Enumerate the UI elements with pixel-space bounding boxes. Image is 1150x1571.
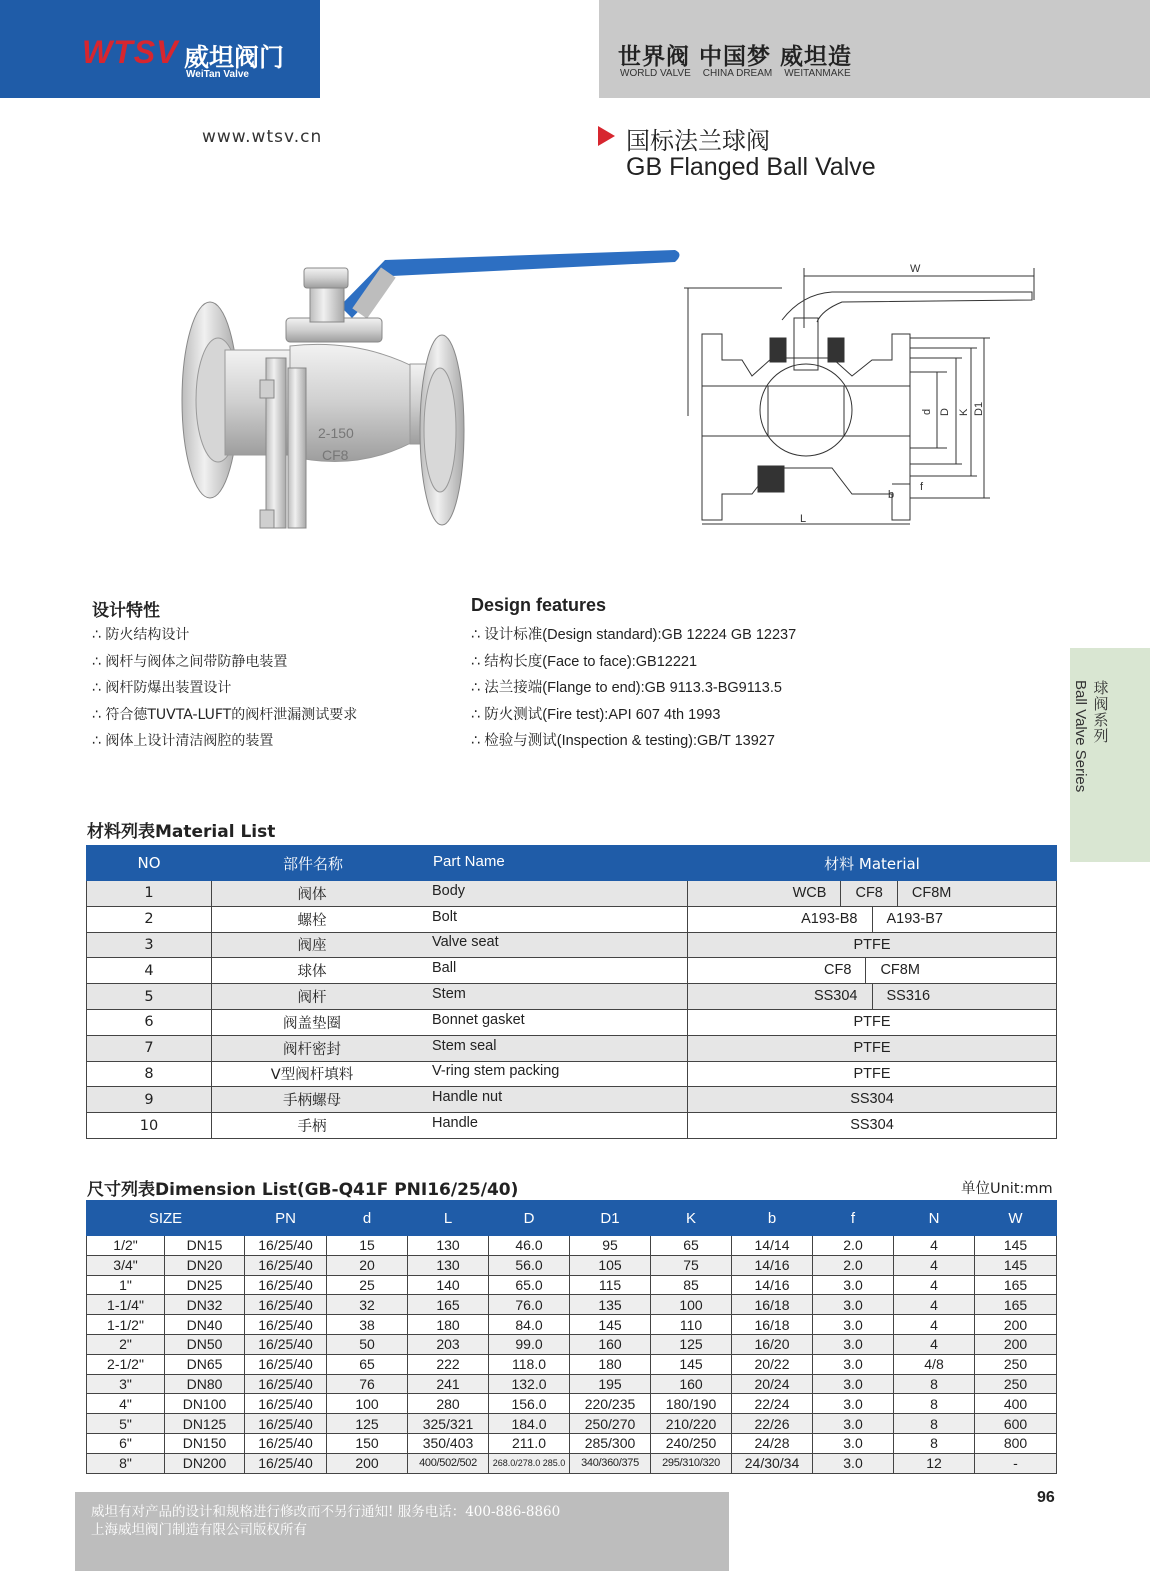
material-no: 8 [87, 1061, 212, 1087]
material-no: 1 [87, 881, 212, 907]
brand-name-cn: 威坦阀门 [184, 43, 285, 72]
dimension-cell: 22/24 [732, 1394, 813, 1414]
dimension-cell: 16/25/40 [245, 1275, 327, 1295]
material-value: PTFE [853, 936, 891, 953]
dimension-cell: 130 [408, 1255, 489, 1275]
material-row [87, 1113, 1057, 1139]
dim-label-w: W [910, 263, 921, 275]
dimension-cell: 8 [894, 1394, 975, 1414]
part-name-cn: V型阀杆填料 [270, 1067, 354, 1084]
series-side-tab-cn: 球阀系列 [1093, 679, 1109, 745]
material-row [87, 1035, 1057, 1061]
dimension-cell: 32 [327, 1295, 408, 1315]
material-values [688, 958, 1057, 984]
dim-label-k: K [958, 408, 970, 416]
material-value: SS304 [850, 1117, 894, 1134]
dimension-cell: 130 [408, 1236, 489, 1256]
dimension-cell: 38 [327, 1315, 408, 1335]
dimension-cell: 203 [408, 1334, 489, 1354]
material-row [87, 984, 1057, 1010]
dimension-cell: 20/22 [732, 1354, 813, 1374]
part-name-cn: 手柄 [297, 1119, 327, 1136]
dimension-cell: DN200 [165, 1453, 245, 1473]
material-values [688, 881, 1057, 907]
dimension-cell: 3.0 [813, 1414, 894, 1434]
feature-cn-item: ∴ 符合德TUVTA-LUFT的阀杆泄漏测试要求 [92, 704, 357, 731]
material-value: PTFE [853, 1013, 891, 1030]
dimension-cell: 3.0 [813, 1433, 894, 1453]
dimension-row [87, 1453, 1057, 1473]
dimension-cell: 165 [408, 1295, 489, 1315]
dimension-cell: DN15 [165, 1236, 245, 1256]
dimension-cell: 16/25/40 [245, 1295, 327, 1315]
dimension-cell: 76 [327, 1374, 408, 1394]
dimension-cell: 325/321 [408, 1414, 489, 1434]
dimension-cell: 3.0 [813, 1374, 894, 1394]
footer-notice: 威坦有对产品的设计和规格进行修改而不另行通知! 服务电话：400-886-8860 [91, 1504, 561, 1520]
dimension-cell: 295/310/320 [651, 1453, 732, 1473]
dimension-cell: 20 [327, 1255, 408, 1275]
dimension-row [87, 1394, 1057, 1414]
material-part [212, 984, 688, 1010]
dimension-cell: 65 [327, 1354, 408, 1374]
dimension-cell: - [975, 1453, 1057, 1473]
dim-label-l: L [800, 513, 807, 525]
material-part [212, 1113, 688, 1139]
material-value: CF8 [841, 881, 897, 906]
dimension-cell: 400/502/502 [408, 1453, 489, 1473]
feature-cn-item: ∴ 阀体上设计清洁阀腔的装置 [92, 730, 357, 757]
dimension-cell: 16/25/40 [245, 1414, 327, 1434]
valve-photo [170, 238, 690, 548]
part-name-en: Stem [432, 986, 466, 1003]
dim-col-header: L [408, 1201, 489, 1236]
part-name-en: Ball [432, 960, 457, 977]
dimension-cell: DN20 [165, 1255, 245, 1275]
material-row [87, 906, 1057, 932]
dim-label-b: b [888, 489, 895, 501]
dimension-cell: 16/25/40 [245, 1255, 327, 1275]
dimension-cell: 180 [570, 1354, 651, 1374]
dimension-cell: 165 [975, 1275, 1057, 1295]
features-heading-en: Design features [471, 595, 607, 615]
dimension-cell: 1-1/2" [87, 1315, 165, 1335]
part-name-en: Handle [432, 1115, 478, 1132]
dimension-cell: 12 [894, 1453, 975, 1473]
dimension-cell: 210/220 [651, 1414, 732, 1434]
dimension-cell: 4 [894, 1334, 975, 1354]
dimension-cell: 14/14 [732, 1236, 813, 1256]
material-no: 9 [87, 1087, 212, 1113]
dimension-cell: 400 [975, 1394, 1057, 1414]
dimension-table-header [87, 1201, 1057, 1236]
valve-section-drawing [682, 258, 1042, 538]
dim-col-header: f [813, 1201, 894, 1236]
dim-col-header: N [894, 1201, 975, 1236]
part-name-cn: 阀座 [297, 938, 327, 955]
material-no: 6 [87, 1009, 212, 1035]
dimension-cell: 1/2" [87, 1236, 165, 1256]
dimension-cell: 145 [651, 1354, 732, 1374]
part-name-en: Stem seal [432, 1037, 497, 1054]
material-part [212, 1087, 688, 1113]
dimension-cell: 2" [87, 1334, 165, 1354]
dimension-cell: 5" [87, 1414, 165, 1434]
dimension-cell: 16/25/40 [245, 1453, 327, 1473]
dimension-cell: 160 [570, 1334, 651, 1354]
slogan-en-1: WORLD VALVE [620, 68, 691, 79]
dimension-cell: 1-1/4" [87, 1295, 165, 1315]
dimension-cell: 15 [327, 1236, 408, 1256]
dimension-cell: 3.0 [813, 1334, 894, 1354]
part-name-cn: 手柄螺母 [283, 1093, 341, 1110]
dim-col-header: d [327, 1201, 408, 1236]
dimension-cell: 16/25/40 [245, 1374, 327, 1394]
dimension-cell: 100 [327, 1394, 408, 1414]
dimension-cell: 8 [894, 1414, 975, 1434]
dim-col-header: D [489, 1201, 570, 1236]
body-marking-size: 2-150 [318, 425, 354, 441]
dim-col-header: b [732, 1201, 813, 1236]
dimension-cell: 20/24 [732, 1374, 813, 1394]
dim-col-header: SIZE [87, 1201, 245, 1236]
dimension-cell: 145 [975, 1255, 1057, 1275]
feature-en-item: ∴ 防火测试(Fire test):API 607 4th 1993 [471, 703, 796, 730]
dimension-cell: 200 [975, 1334, 1057, 1354]
material-values [688, 1009, 1057, 1035]
dimension-cell: DN40 [165, 1315, 245, 1335]
dimension-cell: 3.0 [813, 1295, 894, 1315]
dimension-cell: DN25 [165, 1275, 245, 1295]
dimension-cell: 8" [87, 1453, 165, 1473]
material-value: PTFE [853, 1065, 891, 1082]
dimension-cell: 145 [975, 1236, 1057, 1256]
website-link[interactable]: www.wtsv.cn [202, 127, 323, 147]
dimension-cell: 16/25/40 [245, 1394, 327, 1414]
part-name-cn: 阀杆密封 [283, 1041, 341, 1058]
dimension-cell: 46.0 [489, 1236, 570, 1256]
dimension-cell: 3.0 [813, 1354, 894, 1374]
dimension-cell: 180 [408, 1315, 489, 1335]
dimension-cell: 135 [570, 1295, 651, 1315]
dimension-cell: 3.0 [813, 1275, 894, 1295]
dimension-cell: DN125 [165, 1414, 245, 1434]
material-values [688, 1087, 1057, 1113]
slogan-en-3: WEITANMAKE [784, 68, 851, 79]
body-marking-material: CF8 [322, 447, 349, 463]
dimension-cell: 115 [570, 1275, 651, 1295]
dimension-cell: 268.0/278.0 285.0 [489, 1453, 570, 1473]
dimension-cell: 250 [975, 1374, 1057, 1394]
product-title-cn: 国标法兰球阀 [626, 127, 770, 155]
dimension-cell: 16/20 [732, 1334, 813, 1354]
material-value: PTFE [853, 1039, 891, 1056]
dimension-cell: DN80 [165, 1374, 245, 1394]
material-values [688, 1035, 1057, 1061]
dimension-cell: 132.0 [489, 1374, 570, 1394]
dimension-row [87, 1275, 1057, 1295]
dimension-cell: 2-1/2" [87, 1354, 165, 1374]
dimension-cell: 65.0 [489, 1275, 570, 1295]
material-value: CF8M [880, 962, 920, 979]
dimension-cell: 22/26 [732, 1414, 813, 1434]
dimension-row [87, 1354, 1057, 1374]
product-title-en: GB Flanged Ball Valve [626, 153, 876, 181]
col-header-part-cn: 部件名称 [282, 854, 343, 873]
part-name-en: Valve seat [432, 934, 499, 951]
dim-col-header: W [975, 1201, 1057, 1236]
dimension-cell: 125 [651, 1334, 732, 1354]
features-list-cn [92, 624, 357, 757]
dimension-cell: DN32 [165, 1295, 245, 1315]
dimension-cell: 100 [651, 1295, 732, 1315]
dimension-cell: 84.0 [489, 1315, 570, 1335]
dimension-cell: 24/30/34 [732, 1453, 813, 1473]
brand-name-en: WeiTan Valve [186, 69, 249, 80]
dimension-cell: 16/25/40 [245, 1433, 327, 1453]
feature-en-item: ∴ 法兰接端(Flange to end):GB 9113.3-BG9113.5 [471, 676, 796, 703]
dimension-cell: 165 [975, 1295, 1057, 1315]
dimension-cell: DN150 [165, 1433, 245, 1453]
dimension-cell: 211.0 [489, 1433, 570, 1453]
dimension-cell: 16/25/40 [245, 1315, 327, 1335]
dimension-cell: 4" [87, 1394, 165, 1414]
dim-col-header: PN [245, 1201, 327, 1236]
material-row [87, 881, 1057, 907]
dimension-cell: 110 [651, 1315, 732, 1335]
dimension-cell: 250 [975, 1354, 1057, 1374]
dimension-cell: 16/25/40 [245, 1354, 327, 1374]
dimension-cell: 16/18 [732, 1295, 813, 1315]
material-value: WCB [779, 881, 842, 906]
dimension-row [87, 1414, 1057, 1434]
material-row [87, 1061, 1057, 1087]
dimension-cell: 285/300 [570, 1433, 651, 1453]
dimension-cell: 2.0 [813, 1255, 894, 1275]
material-table [86, 845, 1057, 1139]
dimension-cell: 600 [975, 1414, 1057, 1434]
dimension-cell: 6" [87, 1433, 165, 1453]
material-no: 4 [87, 958, 212, 984]
feature-cn-item: ∴ 阀杆防爆出装置设计 [92, 677, 357, 704]
dim-label-f: f [920, 481, 924, 493]
dimension-row [87, 1334, 1057, 1354]
part-name-en: Body [432, 882, 466, 899]
dimension-row [87, 1433, 1057, 1453]
part-name-cn: 球体 [297, 964, 327, 981]
feature-en-item: ∴ 结构长度(Face to face):GB12221 [471, 650, 796, 677]
dimension-cell: 3.0 [813, 1315, 894, 1335]
material-no: 10 [87, 1113, 212, 1139]
material-row [87, 958, 1057, 984]
dimension-cell: 25 [327, 1275, 408, 1295]
dim-col-header: D1 [570, 1201, 651, 1236]
dimension-cell: 222 [408, 1354, 489, 1374]
dim-label-d1: D1 [973, 401, 985, 416]
series-side-tab-en: Ball Valve Series [1072, 680, 1089, 793]
dimension-unit: 单位Unit:mm [961, 1181, 1053, 1197]
material-no: 2 [87, 906, 212, 932]
dimension-cell: 76.0 [489, 1295, 570, 1315]
material-value: A193-B8 [787, 907, 872, 932]
col-header-part [212, 846, 688, 881]
dimension-cell: 4 [894, 1295, 975, 1315]
material-values [688, 906, 1057, 932]
dimension-cell: 85 [651, 1275, 732, 1295]
slogan-en-2: CHINA DREAM [702, 68, 773, 79]
dimension-cell: 220/235 [570, 1394, 651, 1414]
dimension-cell: 250/270 [570, 1414, 651, 1434]
material-no: 3 [87, 932, 212, 958]
dimension-row [87, 1255, 1057, 1275]
part-name-cn: 螺栓 [297, 912, 327, 929]
dimension-cell: 280 [408, 1394, 489, 1414]
material-part [212, 1061, 688, 1087]
features-heading-cn: 设计特性 [92, 601, 160, 621]
dimension-cell: 4 [894, 1236, 975, 1256]
dimension-row [87, 1236, 1057, 1256]
material-part [212, 1009, 688, 1035]
dimension-cell: 195 [570, 1374, 651, 1394]
material-values [688, 932, 1057, 958]
dimension-cell: 14/16 [732, 1275, 813, 1295]
dimension-cell: 8 [894, 1374, 975, 1394]
part-name-cn: 阀杆 [297, 990, 327, 1007]
feature-en-item: ∴ 设计标准(Design standard):GB 12224 GB 12237 [471, 623, 796, 650]
dim-col-header: K [651, 1201, 732, 1236]
dimension-cell: 184.0 [489, 1414, 570, 1434]
material-value: CF8M [911, 885, 952, 901]
col-header-no: NO [87, 846, 212, 881]
dimension-cell: 4 [894, 1315, 975, 1335]
dimension-cell: 14/16 [732, 1255, 813, 1275]
dimension-cell: 340/360/375 [570, 1453, 651, 1473]
dimension-cell: 350/403 [408, 1433, 489, 1453]
dimension-cell: 75 [651, 1255, 732, 1275]
dimension-cell: 24/28 [732, 1433, 813, 1453]
material-part [212, 1035, 688, 1061]
dimension-cell: 16/18 [732, 1315, 813, 1335]
dimension-cell: 200 [975, 1315, 1057, 1335]
dimension-cell: 1" [87, 1275, 165, 1295]
dimension-list-title: 尺寸列表Dimension List(GB-Q41F PNI16/25/40) [87, 1180, 519, 1200]
page-number: 96 [1037, 1489, 1055, 1506]
dimension-cell: 4 [894, 1275, 975, 1295]
dimension-cell: 3.0 [813, 1453, 894, 1473]
dimension-cell: 3/4" [87, 1255, 165, 1275]
material-no: 5 [87, 984, 212, 1010]
material-row [87, 1009, 1057, 1035]
material-part [212, 958, 688, 984]
feature-cn-item: ∴ 阀杆与阀体之间带防静电装置 [92, 651, 357, 678]
dimension-cell: 125 [327, 1414, 408, 1434]
material-part [212, 906, 688, 932]
footer-copyright: 上海威坦阀门制造有限公司版权所有 [91, 1522, 307, 1538]
part-name-en: Bolt [432, 908, 457, 925]
dimension-row [87, 1374, 1057, 1394]
dimension-cell: DN50 [165, 1334, 245, 1354]
title-arrow-icon [598, 126, 615, 146]
dimension-cell: 240/250 [651, 1433, 732, 1453]
material-list-title: 材料列表Material List [87, 822, 276, 842]
part-name-en: Handle nut [432, 1089, 503, 1106]
dim-label-big-d: D [939, 408, 951, 416]
dimension-cell: 180/190 [651, 1394, 732, 1414]
dimension-cell: 2.0 [813, 1236, 894, 1256]
dimension-cell: 99.0 [489, 1334, 570, 1354]
dimension-cell: 118.0 [489, 1354, 570, 1374]
col-header-material: 材料 Material [688, 846, 1057, 881]
dimension-cell: 3.0 [813, 1394, 894, 1414]
dimension-cell: 16/25/40 [245, 1334, 327, 1354]
dimension-cell: 145 [570, 1315, 651, 1335]
material-part [212, 932, 688, 958]
material-part [212, 881, 688, 907]
dimension-cell: 3" [87, 1374, 165, 1394]
dimension-cell: 200 [327, 1453, 408, 1473]
dimension-cell: 65 [651, 1236, 732, 1256]
feature-cn-item: ∴ 防火结构设计 [92, 624, 357, 651]
dimension-cell: 160 [651, 1374, 732, 1394]
dim-label-d: d [921, 408, 933, 415]
material-value: SS304 [800, 984, 873, 1009]
material-values [688, 1061, 1057, 1087]
material-value: CF8 [810, 958, 866, 983]
dimension-cell: DN100 [165, 1394, 245, 1414]
material-row [87, 1087, 1057, 1113]
slogan-cn: 世界阀 中国梦 威坦造 [618, 43, 853, 70]
dimension-cell: 56.0 [489, 1255, 570, 1275]
material-row [87, 932, 1057, 958]
dimension-cell: DN65 [165, 1354, 245, 1374]
part-name-en: V-ring stem packing [432, 1063, 560, 1080]
slogan-en [620, 68, 863, 79]
material-values [688, 1113, 1057, 1139]
material-value: SS316 [886, 988, 931, 1005]
dimension-cell: 105 [570, 1255, 651, 1275]
material-table-header [87, 846, 1057, 881]
dimension-cell: 95 [570, 1236, 651, 1256]
dimension-row [87, 1295, 1057, 1315]
dimension-cell: 16/25/40 [245, 1236, 327, 1256]
dimension-cell: 4/8 [894, 1354, 975, 1374]
dimension-row [87, 1315, 1057, 1335]
features-list-en [471, 623, 796, 756]
part-name-cn: 阀体 [297, 886, 327, 903]
dimension-table [86, 1200, 1057, 1474]
material-no: 7 [87, 1035, 212, 1061]
col-header-part-en: Part Name [433, 852, 505, 870]
part-name-cn: 阀盖垫圈 [283, 1015, 341, 1032]
dimension-cell: 140 [408, 1275, 489, 1295]
brand-logo: WTSV [82, 34, 179, 70]
dimension-cell: 241 [408, 1374, 489, 1394]
dimension-cell: 50 [327, 1334, 408, 1354]
dimension-cell: 800 [975, 1433, 1057, 1453]
dimension-cell: 8 [894, 1433, 975, 1453]
dimension-cell: 156.0 [489, 1394, 570, 1414]
feature-en-item: ∴ 检验与测试(Inspection & testing):GB/T 13927 [471, 729, 796, 756]
material-value: SS304 [850, 1091, 894, 1108]
part-name-en: Bonnet gasket [432, 1011, 525, 1028]
material-values [688, 984, 1057, 1010]
dimension-cell: 4 [894, 1255, 975, 1275]
material-value: A193-B7 [886, 910, 943, 927]
dimension-cell: 150 [327, 1433, 408, 1453]
